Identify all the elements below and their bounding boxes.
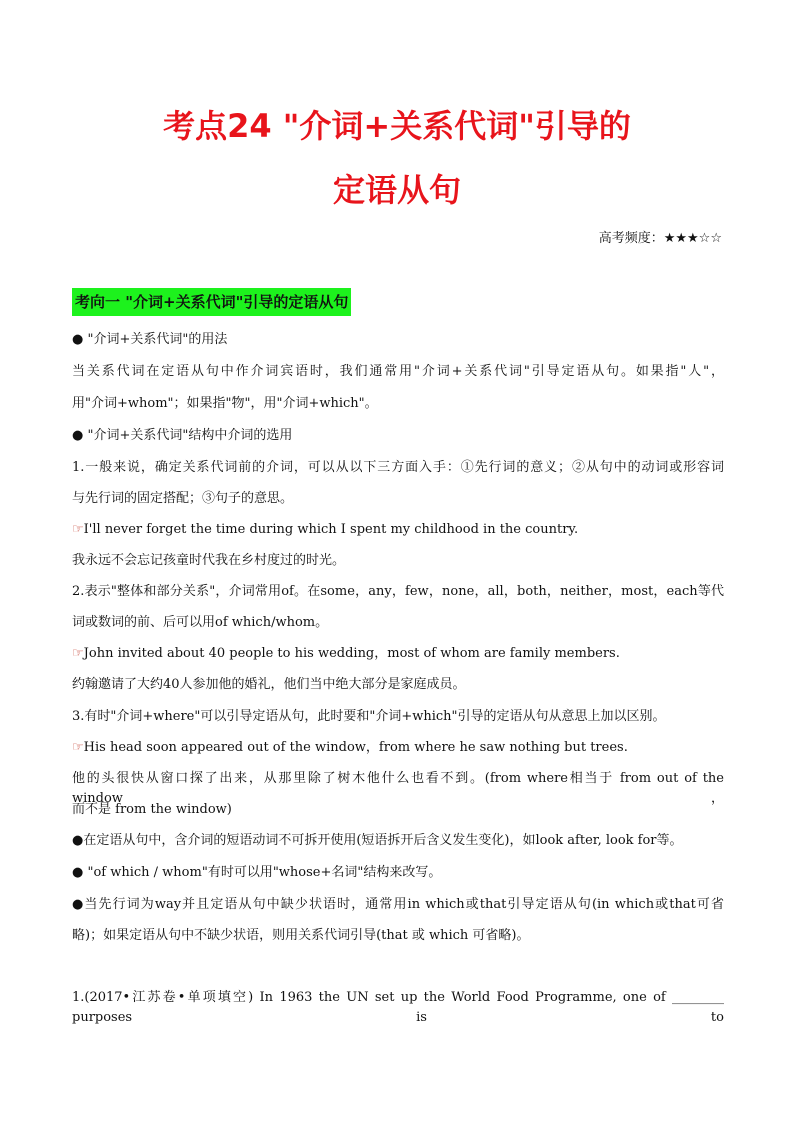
text-line: 用"介词+whom"；如果指"物"，用"介词+which"。 (72, 396, 378, 411)
translation-line: 约翰邀请了大约40人参加他的婚礼，他们当中绝大部分是家庭成员。 (72, 677, 466, 692)
frequency-label: 高考频度： (598, 231, 664, 246)
section-heading: 考向一 "介词+关系代词"引导的定语从句 (72, 288, 351, 316)
example-text: His head soon appeared out of the window，from where he saw nothing but trees. (83, 740, 628, 755)
text-line: 2.表示"整体和部分关系"，介词常用of。在some，any，few，none，all，both，neither，most，each等代 (72, 584, 724, 599)
note-line: ●在定语从句中，含介词的短语动词不可拆开使用(短语拆开后含义发生变化)，如look after, look for等。 (72, 833, 683, 848)
pointing-hand-icon: ☞ (72, 740, 84, 755)
pointing-hand-icon: ☞ (72, 646, 84, 661)
usage-heading: ● "介词+关系代词"的用法 (72, 332, 228, 347)
exercise-question: 1.(2017•江苏卷•单项填空) In 1963 the UN set up the World Food Programme, one of ________ purposes is to (72, 990, 724, 1025)
translation-line: 我永远不会忘记孩童时代我在乡村度过的时光。 (72, 553, 346, 568)
example-text: I'll never forget the time during which I spent my childhood in the country. (83, 522, 579, 537)
pointing-hand-icon: ☞ (72, 522, 84, 537)
frequency-rating (599, 227, 722, 246)
translation-line: 他的头很快从窗口探了出来，从那里除了树木他什么也看不到。(from where相当于 from out of the window， (72, 771, 724, 806)
example-line (72, 644, 724, 664)
text-line: 词或数词的前、后可以用of which/whom。 (72, 615, 329, 630)
text-line: 1.一般来说，确定关系代词前的介词，可以从以下三方面入手：①先行词的意义；②从句中的动词或形容词 (72, 460, 724, 475)
text-line: 3.有时"介词+where"可以引导定语从句，此时要和"介词+which"引导的定语从句从意思上加以区别。 (72, 709, 666, 724)
note-line: ●当先行词为way并且定语从句中缺少状语时，通常用in which或that引导定语从句(in which或that可省 (72, 897, 724, 912)
page-title-line-2: 定语从句 (332, 171, 461, 209)
page-title-line-1: 考点24 "介词+关系代词"引导的 (163, 107, 631, 145)
note-line: ● "of which / whom"有时可以用"whose+名词"结构来改写。 (72, 865, 442, 880)
example-line (72, 738, 724, 758)
star-rating-icon: ★★★☆☆ (663, 231, 722, 246)
text-line: 当关系代词在定语从句中作介词宾语时，我们通常用"介词+关系代词"引导定语从句。如果指"人"， (72, 364, 724, 379)
example-text: John invited about 40 people to his wedding，most of whom are family members. (83, 646, 620, 661)
text-line: 略)；如果定语从句中不缺少状语，则用关系代词引导(that 或 which 可省略)。 (72, 928, 530, 943)
text-line: 而不是 from the window) (72, 802, 232, 817)
example-line (72, 520, 724, 540)
preposition-heading: ● "介词+关系代词"结构中介词的选用 (72, 428, 293, 443)
text-line: 与先行词的固定搭配；③句子的意思。 (72, 491, 294, 506)
